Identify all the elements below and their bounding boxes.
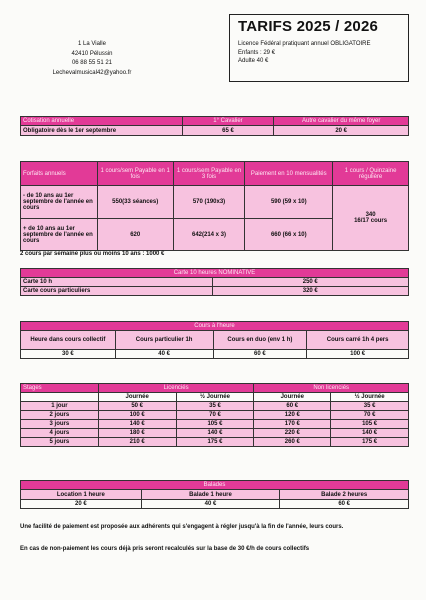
stages-subheader: ½ Journée [331,393,409,402]
balades-price: 20 € [21,500,142,509]
cotisation-header: 1° Cavalier [182,117,274,126]
carte-cell: Carte 10 h [21,278,213,287]
tarifs-line: Licence Fédéral pratiquant annuel OBLIGATOIRE [238,41,371,47]
stages-cell: 4 jours [21,429,99,438]
balades-col: Location 1 heure [21,490,142,500]
carte-cell: 320 € [212,287,408,296]
stages-subheader: Journée [254,393,331,402]
address-block [32,40,152,78]
cours-heure-price: 40 € [115,350,213,359]
balades-col: Balade 2 heures [280,490,409,500]
stages-cell: 35 € [331,402,409,411]
stages-cell: 170 € [254,420,331,429]
address-line: Lechevalmusical42@yahoo.fr [52,69,132,76]
stages-cell: 100 € [98,411,176,420]
forfaits-header: Forfaits annuels [21,162,98,186]
stages-cell: 120 € [254,411,331,420]
cours-heure-price: 30 € [21,350,116,359]
cotisation-cell: Obligatoire dès le 1er septembre [21,126,183,136]
stages-cell: 5 jours [21,438,99,447]
carte-cell: 250 € [212,278,408,287]
forfaits-quinzaine-cell [333,186,409,251]
tarifs-box [229,14,409,82]
cours-heure-table [20,321,409,359]
address-line: 06 88 55 51 21 [71,60,113,66]
balades-col: Balade 1 heure [141,490,280,500]
forfaits-quinzaine-count: 16/17 cours [354,218,388,224]
footer-text: Une facilité de paiement est proposée aux adhérents qui s'engagent à régler jusqu'à la fin de l'année, leurs cours. [20,524,344,530]
cotisation-cell: 20 € [274,126,409,136]
stages-cell: 105 € [176,420,254,429]
cours-heure-col: Cours en duo (env 1 h) [213,331,307,350]
stages-cell: 175 € [331,438,409,447]
stages-subheader: ½ Journée [176,393,254,402]
forfaits-cell: 660 (66 x 10) [245,219,333,251]
stages-cell: 175 € [176,438,254,447]
cours-heure-col: Cours particulier 1h [115,331,213,350]
forfaits-cell: 620 [97,219,173,251]
stages-blank [21,393,99,402]
stages-cell: 210 € [98,438,176,447]
forfaits-cell: 590 (59 x 10) [245,186,333,219]
carte-table [20,268,409,296]
stages-cell: 220 € [254,429,331,438]
stages-cell: 105 € [331,420,409,429]
carte-header: Carte 10 heures NOMINATIVE [21,269,409,278]
forfaits-cell: 642(214 x 3) [173,219,245,251]
stages-cell: 70 € [176,411,254,420]
forfaits-cell: 570 (190x3) [173,186,245,219]
stages-cell: 140 € [331,429,409,438]
forfaits-cell: - de 10 ans au 1er septembre de l'année en cours [21,186,98,219]
address-line: 42410 Pélussin [71,50,113,57]
forfaits-table [20,161,409,251]
cotisation-header: Autre cavalier du même foyer [274,117,409,126]
stages-header: Licenciés [98,384,254,393]
stages-cell: 140 € [176,429,254,438]
stages-cell: 260 € [254,438,331,447]
stages-header: Non licenciés [254,384,409,393]
balades-table [20,480,409,509]
footer-text: En cas de non-paiement les cours déjà pris seront recalculés sur la base de 30 €/h de cours collectifs [20,546,310,552]
stages-cell: 70 € [331,411,409,420]
balades-price: 40 € [141,500,280,509]
stages-cell: 1 jour [21,402,99,411]
stages-table [20,383,409,447]
balades-price: 60 € [280,500,409,509]
cours-heure-header: Cours à l'heure [21,322,409,331]
stages-cell: 60 € [254,402,331,411]
forfaits-header: 1 cours/sem Payable en 1 fois [97,162,173,186]
forfaits-note: 2 cours par semaine plus ou moins 10 ans : 1000 € [20,251,165,257]
stages-cell: 2 jours [21,411,99,420]
cours-heure-price: 60 € [213,350,307,359]
cours-heure-price: 100 € [307,350,409,359]
forfaits-header: 1 cours/sem Payable en 3 fois [173,162,245,186]
cours-heure-col: Cours carré 1h 4 pers [307,331,409,350]
cotisation-table [20,116,409,136]
cours-heure-col: Heure dans cours collectif [21,331,116,350]
forfaits-quinzaine-price: 340 [365,212,376,218]
stages-cell: 180 € [98,429,176,438]
stages-subheader: Journée [98,393,176,402]
forfaits-cell: 550(33 séances) [97,186,173,219]
cotisation-header: Cotisation annuelle [21,117,183,126]
carte-cell: Carte cours particuliers [21,287,213,296]
tarifs-title: TARIFS 2025 / 2026 [238,18,379,35]
tarifs-line: Adulte 40 € [238,58,269,65]
balades-header: Balades [21,481,409,490]
stages-cell: 140 € [98,420,176,429]
address-line: 1 La Vialle [78,41,106,47]
stages-cell: 35 € [176,402,254,411]
forfaits-cell: + de 10 ans au 1er septembre de l'année en cours [21,219,98,251]
forfaits-header: Paiement en 10 mensualités [245,162,333,186]
stages-cell: 3 jours [21,420,99,429]
stages-header: Stages [21,384,99,393]
cotisation-cell: 65 € [182,126,274,136]
tarifs-line: Enfants : 29 € [238,49,276,56]
stages-cell: 50 € [98,402,176,411]
forfaits-header: 1 cours / Quinzaine régulière [333,162,409,186]
